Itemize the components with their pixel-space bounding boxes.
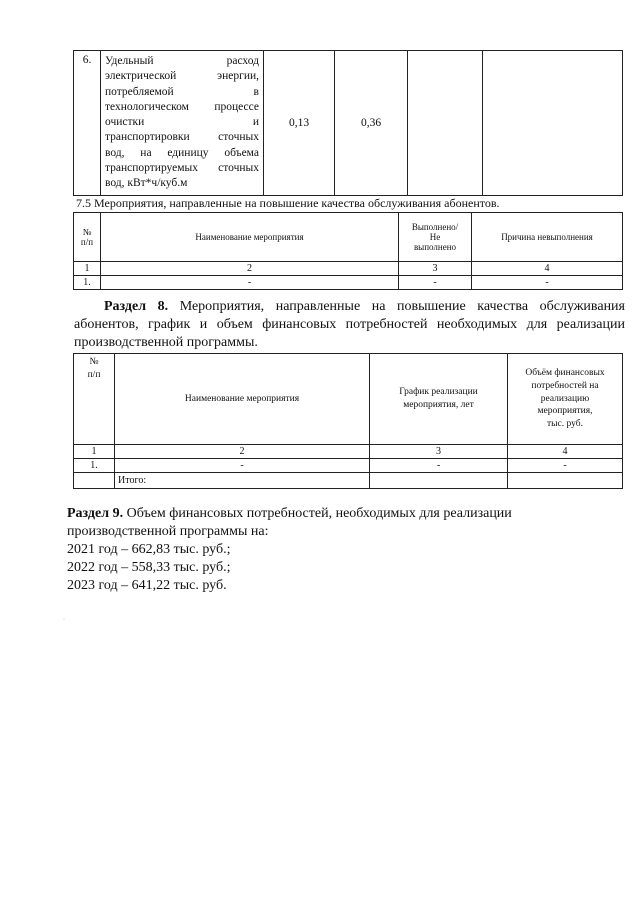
header-financial-line: реализацию <box>540 393 590 404</box>
header-financial-line: мероприятия, <box>537 406 593 417</box>
section-8-line <box>74 298 625 316</box>
indicator-name-line: вод, кВт*ч/куб.м <box>105 177 188 190</box>
section-9-title: Объем финансовых потребностей, необходимых для реализации <box>123 506 512 521</box>
header-schedule <box>370 354 508 445</box>
header-reason: Причина невыполнения <box>472 213 623 262</box>
section-9 <box>67 505 627 595</box>
indicator-name-line: вод, на единицу объема <box>105 146 259 159</box>
header-financial-line: тыс. руб. <box>547 419 583 430</box>
index-cell: 2 <box>101 262 399 276</box>
header-name: Наименование мероприятия <box>101 213 399 262</box>
row-number: 6. <box>74 51 101 196</box>
year-amount-line: 2022 год – 558,33 тыс. руб.; <box>67 560 231 575</box>
header-schedule-line: мероприятия, лет <box>403 400 474 410</box>
index-cell: 3 <box>399 262 472 276</box>
section-9-label: Раздел 9. <box>67 506 124 521</box>
section-8-title: Мероприятия, направленные на повышение качества обслуживания <box>168 299 625 314</box>
index-cell: 2 <box>115 445 370 459</box>
indicator-name-line: потребляемой в <box>105 85 259 98</box>
indicator-value-1: 0,13 <box>264 51 335 196</box>
section-8-line: производственной программы. <box>74 335 258 350</box>
section-8-line: абонентов, график и объем финансовых потребностей необходимых для реализации <box>74 317 625 332</box>
indicator-name <box>101 51 264 196</box>
table-index-row <box>74 262 623 276</box>
index-cell: 4 <box>472 262 623 276</box>
index-cell: 4 <box>508 445 623 459</box>
financial-needs-table <box>73 353 623 489</box>
header-done-line: выполнено <box>413 242 457 252</box>
empty-cell <box>483 51 623 196</box>
row-schedule: - <box>370 459 508 473</box>
row-name: - <box>115 459 370 473</box>
indicator-name-line: транспортировки сточных <box>105 131 259 144</box>
empty-cell <box>508 473 623 489</box>
empty-cell <box>74 473 115 489</box>
indicator-name-line: технологическом процессе <box>105 100 259 113</box>
header-financial-line: потребностей на <box>531 380 599 391</box>
table-row <box>74 276 623 290</box>
year-amount-line: 2023 год – 641,22 тыс. руб. <box>67 578 227 593</box>
header-financial-line: Объём финансовых <box>525 367 605 378</box>
table-row <box>74 51 623 196</box>
year-amount-line: 2021 год – 662,83 тыс. руб.; <box>67 542 231 557</box>
header-num-line: п/п <box>87 369 101 380</box>
header-name: Наименование мероприятия <box>115 354 370 445</box>
index-cell: 3 <box>370 445 508 459</box>
table-index-row <box>74 445 623 459</box>
indicator-value-2: 0,36 <box>335 51 408 196</box>
section-9-heading-line: производственной программы на: <box>67 524 269 539</box>
header-schedule-line: График реализации <box>399 387 478 398</box>
total-label: Итого: <box>115 473 370 489</box>
scan-speck: · <box>63 617 65 623</box>
service-quality-table <box>73 212 623 290</box>
empty-cell <box>408 51 483 196</box>
header-num-line: п/п <box>80 237 94 247</box>
header-done <box>399 213 472 262</box>
indicator-name-line: электрической энергии, <box>105 70 259 83</box>
section-9-heading <box>67 505 627 523</box>
row-amount: - <box>508 459 623 473</box>
table-row <box>74 459 623 473</box>
row-name: - <box>101 276 399 290</box>
header-financial <box>508 354 623 445</box>
row-number: 1. <box>74 459 115 473</box>
table-header-row <box>74 213 623 262</box>
indicator-name-line: очистки и <box>105 116 259 129</box>
header-num-line: № <box>82 227 92 237</box>
header-num <box>74 213 101 262</box>
total-row <box>74 473 623 489</box>
section-8-label: Раздел 8. <box>104 299 169 314</box>
header-num-line: № <box>89 357 99 367</box>
index-cell: 1 <box>74 262 101 276</box>
indicator-name-line: Удельный расход <box>105 55 259 67</box>
index-cell: 1 <box>74 445 115 459</box>
indicator-table <box>73 50 623 196</box>
table-header-row <box>74 354 623 445</box>
row-reason: - <box>472 276 623 290</box>
header-done-line: Не <box>429 232 441 242</box>
empty-cell <box>370 473 508 489</box>
row-number: 1. <box>74 276 101 290</box>
header-num <box>74 354 115 445</box>
section-7-5-caption: 7.5 Мероприятия, направленные на повышение качества обслуживания абонентов. <box>76 196 500 210</box>
row-done: - <box>399 276 472 290</box>
header-done-line: Выполнено/ <box>411 222 459 232</box>
section-8-heading <box>74 298 625 352</box>
indicator-name-line: транспортируемых сточных <box>105 161 259 174</box>
